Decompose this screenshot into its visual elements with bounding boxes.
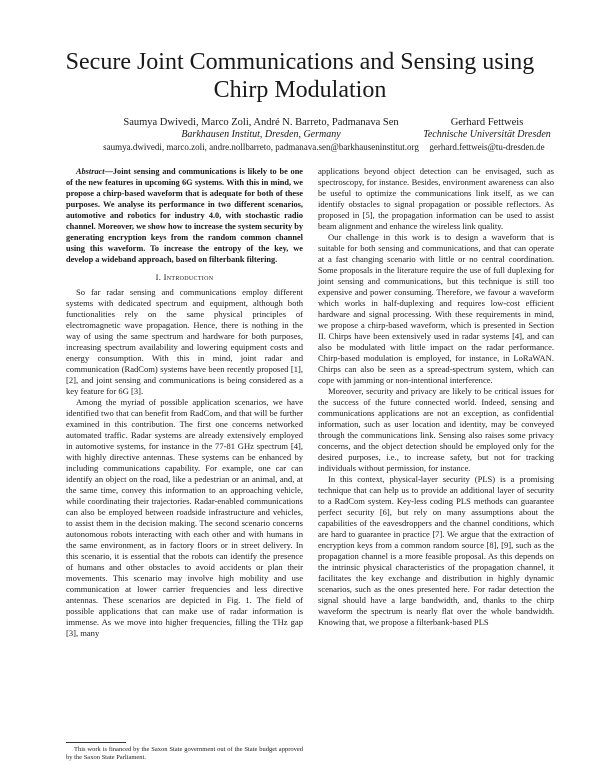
footnote-rule	[66, 742, 126, 743]
body-paragraph: Our challenge in this work is to design a waveform that is suitable for both sensing and communications, and that can operate at a fast changing scenario with little or no central coordination. Some proposals in the literature require the use of full duplexing for joint sensing and communications, but this technique is still too expensive and power consuming. Therefore, we favour a waveform which works in half-duplexing and requires low-cost efficient hardware and signal processing. With these requirements in mind, we propose a chirp-based waveform, which is presented in Section II. Chirps have been extensively used in radar systems [4], and can also be modulated with little impact on the radar performance. Chirp-based modulation is employed, for instance, in LoRaWAN. Chirps can also be seen as a spread-spectrum system, which can cope with jamming or non-intentional interference.	[318, 232, 554, 385]
section-title: Introduction	[163, 272, 214, 282]
body-paragraph: So far radar sensing and communications employ different systems with dedicated spectrum and equipment, although both functionalities rely on the same physical principles of electromagnetic wave propagation. Hence, there is nothing in the way of using the same spectrum and hardware for both purposes, increasing spectrum availability and lowering equipment costs and energy consumption. With this in mind, joint radar and communication (RadCom) systems have been recently proposed [1], [2], and joint sensing and communications is being considered as a key feature for 6G [3].	[66, 287, 303, 396]
abstract-text: —Joint sensing and communications is likely to be one of the new features in upcoming 6G systems. With this in mind, we propose a chirp-based waveform that is adequate for both of these purposes. We analyse its performance in two different scenarios, automotive and robotics for industry 4.0, with stochastic radio channel. Moreover, we show how to increase the system security by generating encryption keys from the random common channel using this waveform. To increase the entropy of the key, we develop a wideband approach, based on filterbank filtering.	[66, 167, 303, 264]
author-names: Gerhard Fettweis	[450, 117, 524, 128]
footnote: This work is financed by the Saxon State government out of the State budget approved by the Saxon State Parliament.	[66, 746, 303, 761]
right-column	[318, 166, 554, 628]
abstract-label: Abstract	[76, 167, 105, 176]
author-affiliation: Technische Universität Dresden	[423, 129, 551, 140]
author-block-right	[412, 117, 562, 153]
paper-title: Secure Joint Communications and Sensing using Chirp Modulation	[65, 49, 535, 103]
left-column	[66, 166, 303, 639]
author-emails: gerhard.fettweis@tu-dresden.de	[429, 142, 545, 152]
author-emails: saumya.dwivedi, marco.zoli, andre.nollbarreto, padmanava.sen@barkhauseninstitut.org	[103, 142, 419, 152]
body-paragraph: Among the myriad of possible application scenarios, we have identified two that can benefit from RadCom, and that will be further examined in this contribution. The first one concerns networked automated traffic. Radar systems are already extensively employed in automotive systems, for instance in the 77-81 GHz spectrum [4], with highly directive antennas. These systems can be enhanced by including communications capability. For example, one car can identify an object on the road, like a pedestrian or an animal, and, at the same time, convey this information to an approaching vehicle, while coordinating their trajectories. Radar-enabled communications can also be employed between roadside infrastructure and vehicles, to assist them in the decision making. The second scenario concerns autonomous robots interacting with each other and with humans in the same environment, as in factory floors or in street delivery. In this scenario, it is essential that the robots can identify the presence of humans and other obstacles to avoid accidents or plan their movements. This scenario may involve high mobility and use communication at lower carrier frequencies and less directive antennas. These scenarios are depicted in Fig. 1. The field of possible applications that can make use of radar information is immense. As we move into higher frequencies, filling the THz gap [3], many	[66, 397, 303, 638]
author-block-left	[100, 117, 422, 153]
section-number: I.	[155, 272, 162, 282]
body-paragraph: Moreover, security and privacy are likely to be critical issues for the success of the future connected world. Indeed, sensing and communications applications are not an exception, as confidential information, such as user location and identity, may be conveyed through the communications link. Sensing also raises some privacy concerns, and the object detection should be employed only for the desired purposes, i.e., to increase safety, but not for tracking individuals without permission, for instance.	[318, 386, 554, 473]
body-paragraph: applications beyond object detection can be envisaged, such as spectroscopy, for instance. Besides, environment awareness can also be useful to optimize the communications link itself, as we can identify obstacles to signal propagation or possible reflectors. As proposed in [5], the propagation information can be used to assist beam alignment and enhance the wireless link quality.	[318, 166, 554, 231]
body-paragraph: In this context, physical-layer security (PLS) is a promising technique that can help us to provide an additional layer of security to a RadCom system. Key-less coding PLS methods can guarantee perfect security [6], but rely on many assumptions about the capabilities of the eavesdroppers and the channel conditions, which are hard to guarantee in practice [7]. We argue that the extraction of encryption keys from a common random source [8], [9], such as the propagation channel is a more feasible proposal. As this depends on the intrinsic physical characteristics of the propagation channel, it facilitates the key exchange and distribution in highly dynamic scenarios, such as the ones presented here. For radar detection the signal should have a large bandwidth, and, thanks to the chirp waveform the spectrum is nearly flat over the whole bandwidth. Knowing that, we propose a filterbank-based PLS	[318, 474, 554, 627]
abstract	[66, 166, 303, 265]
section-heading	[66, 272, 303, 283]
author-names: Saumya Dwivedi, Marco Zoli, André N. Barreto, Padmanava Sen	[123, 117, 399, 128]
author-affiliation: Barkhausen Institut, Dresden, Germany	[181, 129, 341, 140]
